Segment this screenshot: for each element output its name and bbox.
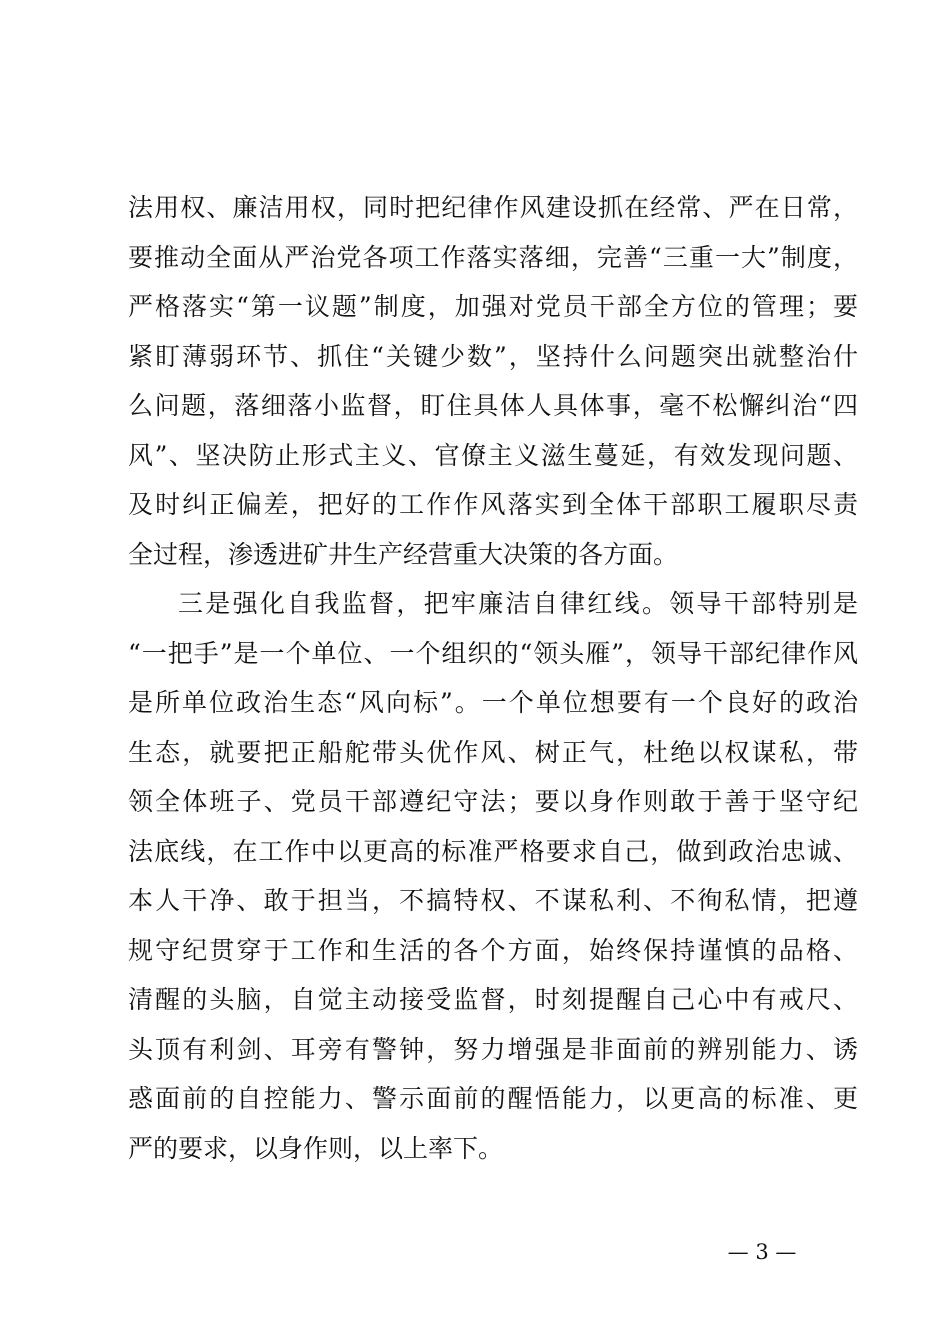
text-line: 要推动全面从严治党各项工作落实落细，完善“三重一大”制度，: [128, 242, 858, 272]
text-line: 及时纠正偏差，把好的工作作风落实到全体干部职工履职尽责: [128, 490, 858, 519]
text-line: 全过程，渗透进矿井生产经营重大决策的各方面。: [128, 539, 679, 569]
page-number: — 3 —: [727, 1240, 797, 1264]
body-text: [128, 183, 858, 1173]
text-line: 生态，就要把正船舵带头优作风、树正气，杜绝以权谋私，带: [128, 737, 858, 767]
text-line: 么问题，落细落小监督，盯住具体人具体事，毫不松懈纠治“四: [128, 391, 858, 420]
text-line: 本人干净、敢于担当，不搞特权、不谋私利、不徇私情，把遵: [128, 886, 858, 915]
text-line: 法底线，在工作中以更高的标准严格要求自己，做到政治忠诚、: [128, 836, 858, 866]
text-line: 风”、坚决防止形式主义、官僚主义滋生蔓延，有效发现问题、: [128, 440, 858, 470]
text-line: 头顶有利剑、耳旁有警钟，努力增强是非面前的辨别能力、诱: [128, 1034, 858, 1064]
text-line: 严格落实“第一议题”制度，加强对党员干部全方位的管理；要: [128, 292, 858, 321]
text-line: “一把手”是一个单位、一个组织的“领头雁”，领导干部纪律作风: [128, 638, 858, 668]
text-line: 紧盯薄弱环节、抓住“关键少数”，坚持什么问题突出就整治什: [128, 341, 858, 371]
paragraph-start-line: 三是强化自我监督，把牢廉洁自律红线。领导干部特别是: [178, 589, 858, 618]
text-line: 领全体班子、党员干部遵纪守法；要以身作则敢于善于坚守纪: [128, 787, 858, 816]
text-line: 惑面前的自控能力、警示面前的醒悟能力，以更高的标准、更: [128, 1084, 858, 1113]
text-line: 规守纪贯穿于工作和生活的各个方面，始终保持谨慎的品格、: [128, 935, 858, 965]
text-line: 是所单位政治生态“风向标”。一个单位想要有一个良好的政治: [128, 688, 858, 717]
text-line: 法用权、廉洁用权，同时把纪律作风建设抓在经常、严在日常，: [128, 193, 858, 222]
text-line: 清醒的头脑，自觉主动接受监督，时刻提醒自己心中有戒尺、: [128, 985, 858, 1014]
text-line: 严的要求，以身作则，以上率下。: [128, 1133, 504, 1163]
